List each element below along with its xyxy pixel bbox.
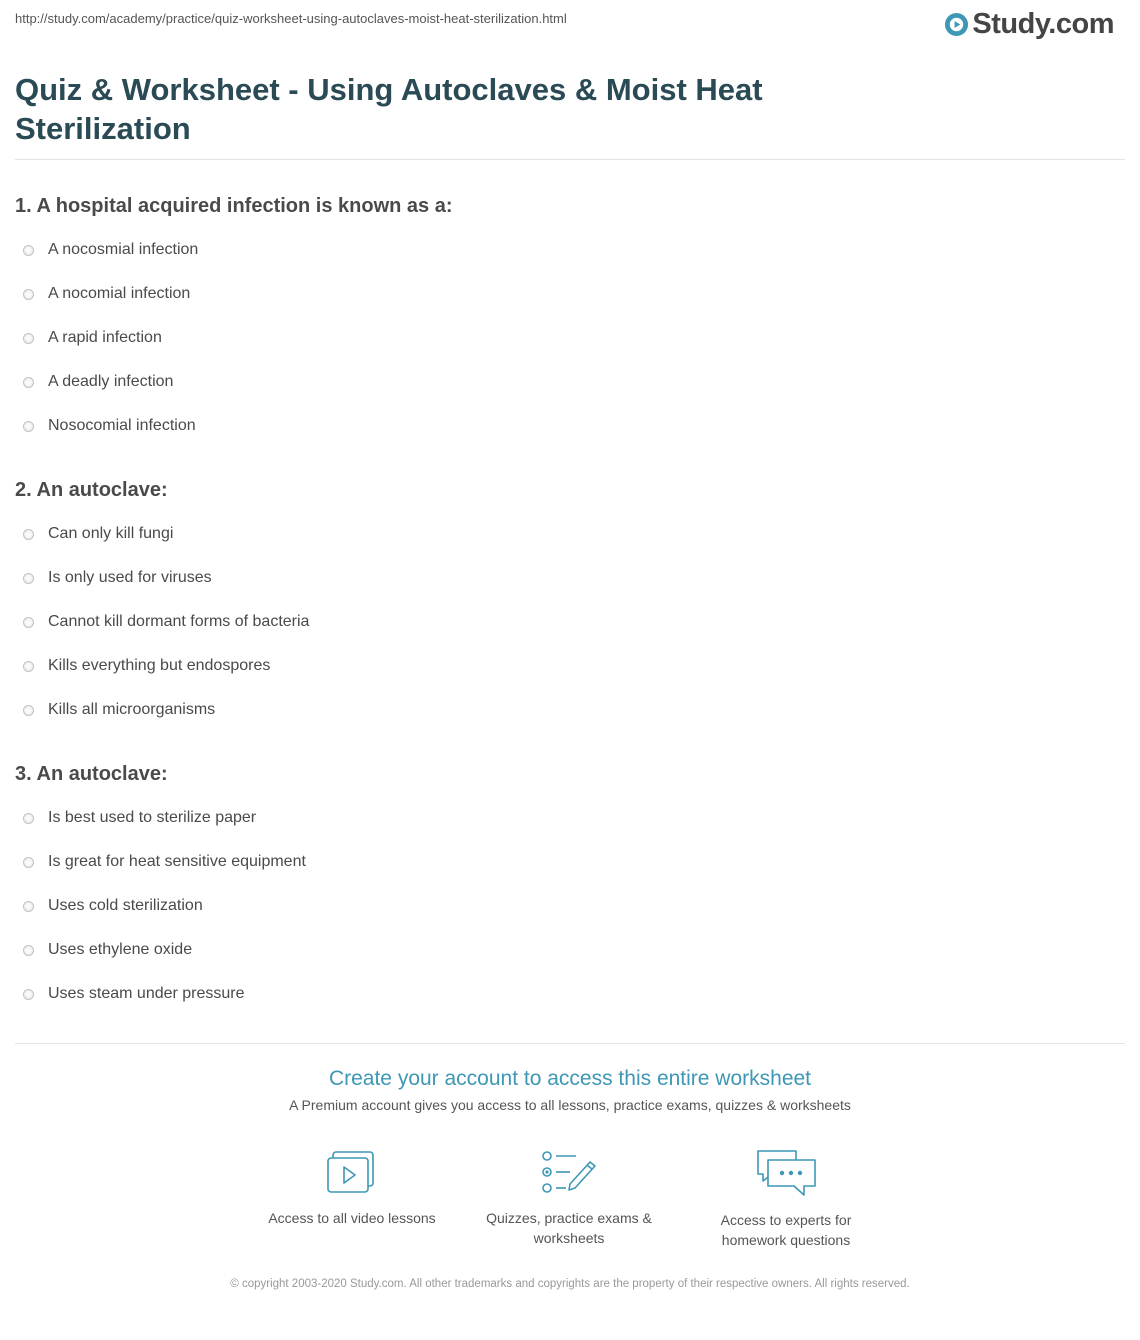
answer-option[interactable] bbox=[23, 417, 198, 461]
answer-option-label: Uses ethylene oxide bbox=[48, 941, 193, 958]
answer-option[interactable] bbox=[23, 329, 198, 373]
answer-option-label: A nocosmial infection bbox=[48, 241, 199, 258]
answer-option[interactable] bbox=[23, 285, 198, 329]
answer-option-label: Kills everything but endospores bbox=[48, 657, 271, 674]
radio-button[interactable] bbox=[23, 421, 34, 432]
radio-button[interactable] bbox=[23, 245, 34, 256]
answer-option-label: Kills all microorganisms bbox=[48, 701, 216, 718]
radio-button[interactable] bbox=[23, 813, 34, 824]
radio-button[interactable] bbox=[23, 289, 34, 300]
answer-option-label: Nosocomial infection bbox=[48, 417, 196, 434]
cta-subtitle: A Premium account gives you access to all lessons, practice exams, quizzes & worksheets bbox=[289, 1097, 851, 1113]
answer-option[interactable] bbox=[23, 809, 306, 853]
answer-option-label: Can only kill fungi bbox=[48, 525, 174, 542]
radio-button[interactable] bbox=[23, 857, 34, 868]
question-1-options bbox=[23, 241, 198, 461]
answer-option-label: Is only used for viruses bbox=[48, 569, 212, 586]
answer-option[interactable] bbox=[23, 941, 306, 985]
answer-option-label: A nocomial infection bbox=[48, 285, 191, 302]
answer-option[interactable] bbox=[23, 701, 309, 745]
feature-video-lessons bbox=[252, 1148, 452, 1228]
answer-option[interactable] bbox=[23, 241, 198, 285]
feature-label: Quizzes, practice exams & worksheets bbox=[486, 1210, 652, 1246]
radio-button[interactable] bbox=[23, 573, 34, 584]
page-url: http://study.com/academy/practice/quiz-worksheet-using-autoclaves-moist-heat-sterilization.html bbox=[15, 11, 567, 26]
answer-option[interactable] bbox=[23, 525, 309, 569]
answer-option-label: Uses steam under pressure bbox=[48, 985, 245, 1002]
copyright-notice: © copyright 2003-2020 Study.com. All other trademarks and copyrights are the property of their respective owners. All rights reserved. bbox=[230, 1278, 910, 1290]
play-logo-icon bbox=[944, 12, 969, 37]
feature-homework-help bbox=[686, 1148, 886, 1250]
answer-option-label: Cannot kill dormant forms of bacteria bbox=[48, 613, 310, 630]
study-logo[interactable] bbox=[944, 8, 1114, 41]
feature-label: Access to all video lessons bbox=[268, 1210, 436, 1226]
logo-text: Study.com bbox=[972, 8, 1114, 40]
question-1-heading: 1. A hospital acquired infection is known as a: bbox=[15, 195, 453, 217]
answer-option-label: Uses cold sterilization bbox=[48, 897, 203, 914]
radio-button[interactable] bbox=[23, 529, 34, 540]
answer-option[interactable] bbox=[23, 613, 309, 657]
answer-option[interactable] bbox=[23, 985, 306, 1029]
question-3-options bbox=[23, 809, 306, 1029]
answer-option[interactable] bbox=[23, 657, 309, 701]
question-2-heading: 2. An autoclave: bbox=[15, 479, 168, 501]
title-divider bbox=[15, 159, 1125, 160]
answer-option-label: A deadly infection bbox=[48, 373, 174, 390]
answer-option[interactable] bbox=[23, 569, 309, 613]
cta-divider bbox=[15, 1043, 1125, 1044]
radio-button[interactable] bbox=[23, 705, 34, 716]
radio-button[interactable] bbox=[23, 333, 34, 344]
feature-label: Access to experts for homework questions bbox=[720, 1212, 852, 1248]
answer-option-label: A rapid infection bbox=[48, 329, 162, 346]
answer-option[interactable] bbox=[23, 373, 198, 417]
radio-button[interactable] bbox=[23, 989, 34, 1000]
answer-option[interactable] bbox=[23, 897, 306, 941]
answer-option-label: Is best used to sterilize paper bbox=[48, 809, 257, 826]
feature-quizzes bbox=[469, 1148, 669, 1248]
create-account-link[interactable]: Create your account to access this entire worksheet bbox=[328, 1067, 812, 1090]
question-3-heading: 3. An autoclave: bbox=[15, 763, 168, 785]
radio-button[interactable] bbox=[23, 617, 34, 628]
radio-button[interactable] bbox=[23, 377, 34, 388]
radio-button[interactable] bbox=[23, 945, 34, 956]
question-2-options bbox=[23, 525, 309, 745]
radio-button[interactable] bbox=[23, 661, 34, 672]
answer-option-label: Is great for heat sensitive equipment bbox=[48, 853, 306, 870]
chat-bubbles-icon bbox=[754, 1148, 818, 1198]
quiz-checklist-icon bbox=[540, 1148, 598, 1196]
page-title: Quiz & Worksheet - Using Autoclaves & Moist Heat Sterilization bbox=[15, 72, 763, 146]
answer-option[interactable] bbox=[23, 853, 306, 897]
radio-button[interactable] bbox=[23, 901, 34, 912]
video-lesson-icon bbox=[325, 1148, 379, 1196]
